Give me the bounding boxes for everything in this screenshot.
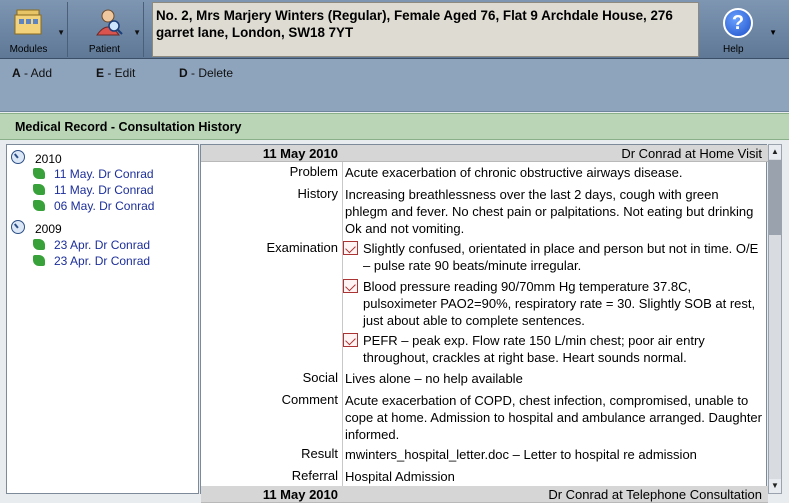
problem-label: Problem: [289, 164, 338, 179]
next-consultation-date: 11 May 2010: [262, 487, 338, 502]
note-icon[interactable]: [343, 241, 358, 255]
result-value[interactable]: mwinters_hospital_letter.doc – Letter to hospital re admission: [345, 447, 697, 462]
action-bar: [0, 59, 789, 112]
content-scrollbar[interactable]: [768, 144, 782, 494]
comment-value: Acute exacerbation of COPD, chest infection, compromised, unable to cope at home. Admission to hospital and ambulance arranged. Daughter informed.: [345, 393, 762, 442]
consultation-tree: 2010 11 May. Dr Conrad 11 May. Dr Conrad 06 May. Dr Conrad 2009 23 Apr. Dr Conrad 23 Apr. Dr Conrad: [6, 144, 199, 494]
clock-icon: [11, 220, 25, 234]
patient-button[interactable]: [76, 2, 144, 57]
main-toolbar: [0, 0, 789, 59]
patient-dropdown-icon[interactable]: ▼: [133, 28, 141, 37]
tree-item[interactable]: 11 May. Dr Conrad: [33, 167, 154, 181]
note-icon[interactable]: [343, 333, 358, 347]
problem-value: Acute exacerbation of chronic obstructive airways disease.: [345, 165, 683, 180]
consultation-leaf-icon: [33, 200, 45, 211]
edit-action[interactable]: E - Edit: [96, 66, 136, 80]
consultation-leaf-icon: [33, 239, 45, 250]
patient-banner: No. 2, Mrs Marjery Winters (Regular), Female Aged 76, Flat 9 Archdale House, 276 garret lane, London, SW18 7YT: [152, 2, 699, 57]
modules-icon: [14, 8, 44, 36]
tree-item[interactable]: 23 Apr. Dr Conrad: [33, 254, 150, 268]
tree-item[interactable]: 06 May. Dr Conrad: [33, 199, 154, 213]
history-value: Increasing breathlessness over the last 2 days, cough with green phlegm and fever. No chest pain or palpitations. Not eating but drinking Ok and not vomiting.: [345, 187, 754, 236]
section-title: Medical Record - Consultation History: [0, 113, 789, 140]
examination-note: Blood pressure reading 90/70mm Hg temperature 37.8C, pulsoximeter PAO2=90%, respiratory rate = 30. Slightly SOB at rest, just about able to complete sentences.: [363, 279, 756, 328]
help-button[interactable]: [701, 2, 787, 57]
clock-icon: [11, 150, 25, 164]
note-icon[interactable]: [343, 279, 358, 293]
consultation-panel: [200, 144, 767, 502]
comment-label: Comment: [281, 392, 338, 407]
help-icon: ?: [723, 8, 753, 38]
help-dropdown-icon[interactable]: ▼: [769, 28, 777, 37]
modules-dropdown-icon[interactable]: ▼: [57, 28, 65, 37]
referral-label: Referral: [291, 468, 338, 483]
tree-item[interactable]: 11 May. Dr Conrad: [33, 183, 154, 197]
consultation-clinician: Dr Conrad at Home Visit: [621, 146, 762, 161]
tree-item[interactable]: 23 Apr. Dr Conrad: [33, 238, 150, 252]
referral-value: Hospital Admission: [345, 469, 455, 484]
patient-label: Patient: [88, 44, 121, 55]
social-label: Social: [302, 370, 338, 385]
consultation-date: 11 May 2010: [262, 146, 338, 161]
scroll-down-icon[interactable]: ▼: [769, 479, 781, 493]
modules-button[interactable]: [0, 2, 68, 57]
consultation-leaf-icon: [33, 168, 45, 179]
examination-note: Slightly confused, orientated in place and person but not in time. O/E – pulse rate 90 beats/minute irregular.: [363, 241, 759, 273]
patient-search-icon: [94, 7, 124, 39]
examination-note: PEFR – peak exp. Flow rate 150 L/min chest; poor air entry throughout, crackles at right base. Heart sounds normal.: [363, 333, 705, 365]
delete-action[interactable]: D - Delete: [179, 66, 234, 80]
examination-label: Examination: [266, 240, 338, 255]
consultation-leaf-icon: [33, 184, 45, 195]
modules-label: Modules: [9, 44, 48, 55]
consultation-header: [201, 145, 768, 162]
add-action[interactable]: A - Add: [12, 66, 53, 80]
help-label: Help: [723, 44, 744, 55]
scroll-thumb[interactable]: [769, 160, 781, 235]
result-label: Result: [301, 446, 338, 461]
consultation-leaf-icon: [33, 255, 45, 266]
scroll-up-icon[interactable]: ▲: [769, 145, 781, 159]
column-divider: [342, 162, 343, 495]
social-value: Lives alone – no help available: [345, 371, 523, 386]
history-label: History: [297, 186, 338, 201]
next-consultation-clinician: Dr Conrad at Telephone Consultation: [548, 487, 762, 502]
next-consultation-header: [201, 486, 768, 503]
